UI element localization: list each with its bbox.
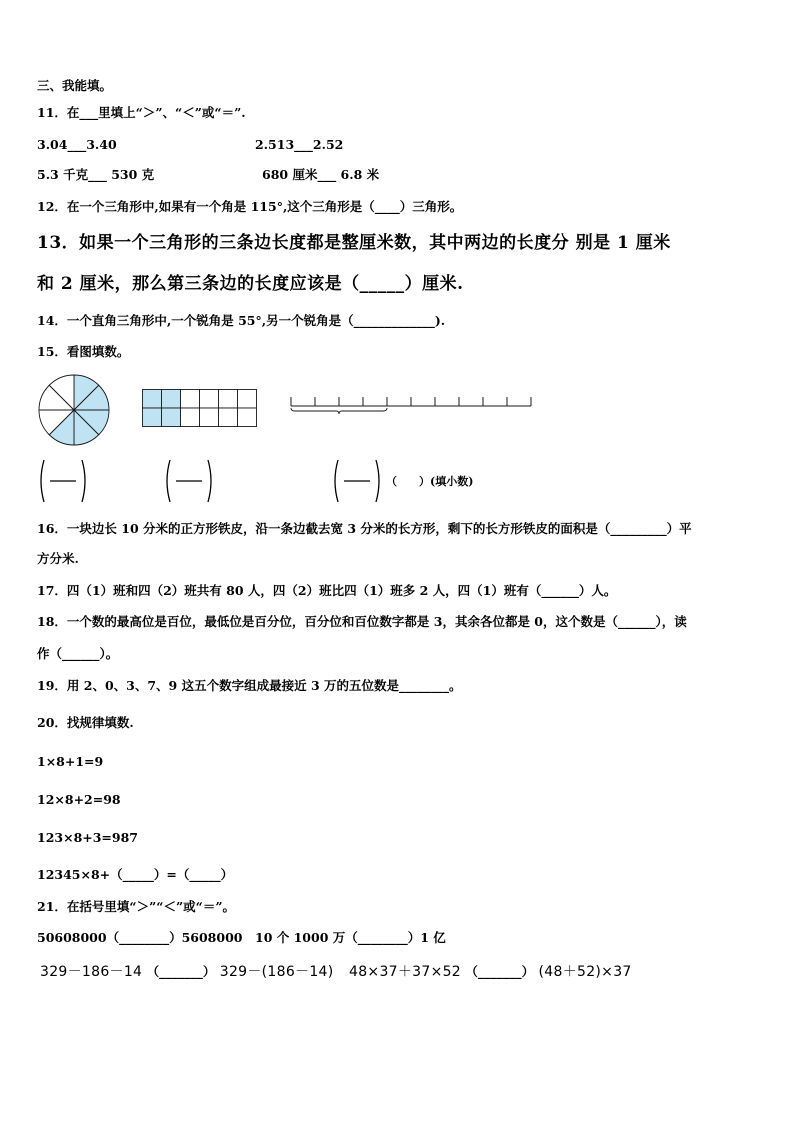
q15-stem: 15．看图填数。 [37, 344, 130, 359]
q21-c-blank[interactable]: （_______） [146, 964, 216, 979]
fraction-circle-figure [37, 373, 111, 447]
number-ruler-figure [289, 394, 535, 416]
q11-item-b: 2.513___2.52 [255, 137, 344, 152]
fraction-grid-figure [142, 389, 258, 427]
q20-eq1: 1×8+1=9 [37, 754, 104, 769]
grid-cell [181, 408, 200, 427]
q21-item-d [349, 964, 632, 980]
q11-item-d: 680 厘米___ 6.8 米 [262, 167, 380, 182]
grid-cell [219, 408, 238, 427]
section-title: 三、我能填。 [37, 78, 113, 93]
q18-line1: 18．一个数的最高位是百位，最低位是百分位，百分位和百位数字都是 3，其余各位都是 0，这个数是（______），读 [37, 614, 687, 629]
q17: 17．四（1）班和四（2）班共有 80 人，四（2）班比四（1）班多 2 人，四（1）班有（______）人。 [37, 583, 617, 598]
grid-cell [219, 390, 238, 409]
q12: 12．在一个三角形中,如果有一个角是 115°,这个三角形是（____）三角形。 [37, 199, 463, 214]
q21-item-b: 10 个 1000 万（________）1 亿 [255, 930, 446, 945]
q20-eq3: 123×8+3=987 [37, 830, 139, 845]
grid-cell [162, 390, 181, 409]
q20-stem: 20．找规律填数. [37, 715, 134, 730]
decimal-hint: （ ）(填小数) [386, 475, 474, 488]
q21-item-c [40, 964, 334, 980]
q13-line1: 13．如果一个三角形的三条边长度都是整厘米数，其中两边的长度分 别是 1 厘米 [37, 233, 671, 253]
fraction-blank-2[interactable] [164, 458, 214, 504]
q20-eq4: 12345×8+（_____）=（_____） [37, 867, 234, 882]
q19: 19．用 2、0、3、7、9 这五个数字组成最接近 3 万的五位数是________。 [37, 678, 462, 693]
q13-line2: 和 2 厘米，那么第三条边的长度应该是（_____）厘米. [37, 274, 464, 294]
q14: 14．一个直角三角形中,一个锐角是 55°,另一个锐角是（_____________). [37, 313, 446, 328]
q21-stem: 21．在括号里填“＞”“＜”或“＝”。 [37, 899, 236, 914]
q21-c-left: 329－186－14 [40, 964, 143, 980]
q20-eq2: 12×8+2=98 [37, 792, 121, 807]
grid-cell [143, 408, 162, 427]
grid-cell [181, 390, 200, 409]
grid-cell [143, 390, 162, 409]
ruler-brace [291, 408, 387, 414]
fraction-blank-1[interactable] [38, 458, 88, 504]
q16-line1: 16．一块边长 10 分米的正方形铁皮，沿一条边截去宽 3 分米的长方形，剩下的长方形铁皮的面积是（_________）平 [37, 521, 692, 536]
q21-item-a: 50608000（________）5608000 [37, 930, 243, 945]
grid-cell [238, 408, 257, 427]
q16-line2: 方分米. [37, 551, 79, 566]
grid-cell [238, 390, 257, 409]
grid-cell [162, 408, 181, 427]
q21-d-right: (48＋52)×37 [538, 964, 632, 980]
q11-stem: 11．在___里填上“＞”、“＜”或“＝”. [37, 105, 246, 120]
grid-cell [200, 390, 219, 409]
q11-item-c: 5.3 千克___ 530 克 [37, 167, 155, 182]
fraction-blank-3[interactable] [332, 458, 382, 504]
grid-cell [200, 408, 219, 427]
q11-item-a: 3.04___3.40 [37, 137, 117, 152]
q18-line2: 作（______）。 [37, 646, 119, 661]
q21-d-blank[interactable]: （_______） [465, 964, 535, 979]
q21-c-right: 329－(186－14) [219, 964, 334, 980]
q21-d-left: 48×37＋37×52 [349, 964, 462, 980]
